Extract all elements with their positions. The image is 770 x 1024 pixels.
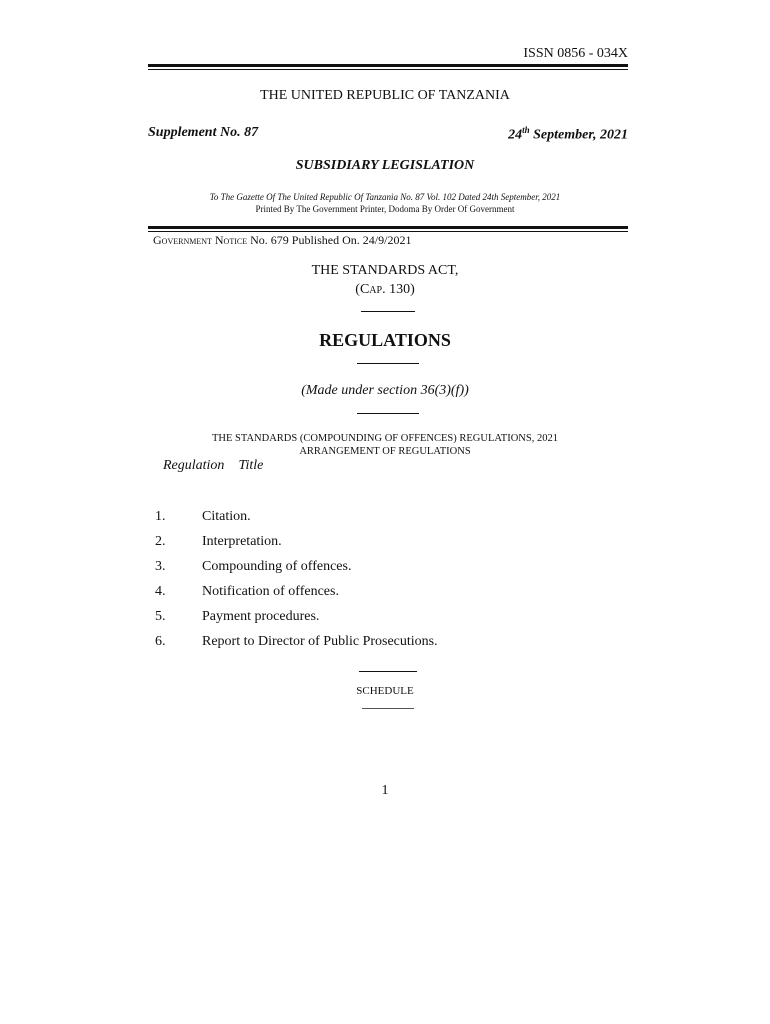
schedule-divider-top	[359, 671, 417, 672]
notice-label: Government Notice	[153, 233, 248, 247]
item-number: 1.	[155, 509, 166, 524]
regulations-full-title: THE STANDARDS (COMPOUNDING OF OFFENCES) REGULATIONS, 2021	[212, 433, 558, 444]
made-under-section: (Made under section 36(3)(f))	[301, 383, 469, 398]
column-regulation: Regulation	[163, 458, 225, 473]
notice-rule-thick	[148, 226, 628, 229]
list-item	[155, 559, 351, 575]
schedule-divider-bottom	[362, 708, 414, 709]
list-item	[155, 509, 251, 525]
arrangement-heading: ARRANGEMENT OF REGULATIONS	[299, 446, 471, 457]
republic-title: THE UNITED REPUBLIC OF TANZANIA	[260, 88, 510, 103]
list-item	[155, 609, 319, 625]
gazette-line: To The Gazette Of The United Republic Of Tanzania No. 87 Vol. 102 Dated 24th September, 2021	[209, 192, 561, 202]
cap-label: Cap	[359, 282, 383, 297]
item-number: 2.	[155, 534, 166, 549]
act-divider	[361, 311, 415, 312]
date-day: 24	[508, 127, 523, 143]
regulations-divider	[357, 363, 419, 364]
notice-rule-thin	[148, 231, 628, 232]
notice-details: No. 679 Published On. 24/9/2021	[247, 233, 412, 247]
header-rule-top	[148, 64, 628, 67]
supplement-number: Supplement No. 87	[148, 125, 259, 140]
made-under-divider	[357, 413, 419, 414]
item-title: Notification of offences.	[202, 584, 339, 599]
item-title: Interpretation.	[202, 534, 282, 549]
item-title: Compounding of offences.	[202, 559, 352, 574]
item-title: Report to Director of Public Prosecutions.	[202, 634, 438, 649]
act-title: THE STANDARDS ACT,	[311, 263, 459, 278]
list-item	[155, 584, 339, 600]
item-number: 6.	[155, 634, 166, 649]
date-rest: September, 2021	[529, 127, 628, 143]
list-item	[155, 534, 282, 550]
government-notice	[153, 233, 411, 248]
column-headings	[163, 458, 277, 474]
supplement-date	[508, 125, 628, 144]
cap-rest: . 130)	[382, 282, 415, 297]
schedule-heading: SCHEDULE	[356, 685, 414, 697]
date-suffix: th	[522, 125, 530, 135]
regulations-heading: REGULATIONS	[319, 330, 451, 350]
subsidiary-legislation-heading: SUBSIDIARY LEGISLATION	[295, 158, 475, 173]
item-number: 3.	[155, 559, 166, 574]
issn-number: ISSN 0856 - 034X	[523, 46, 628, 61]
page-number: 1	[381, 783, 389, 798]
item-title: Citation.	[202, 509, 251, 524]
item-number: 4.	[155, 584, 166, 599]
item-number: 5.	[155, 609, 166, 624]
cap-open: (	[355, 282, 360, 297]
header-rule-top-thin	[148, 69, 628, 70]
column-title: Title	[238, 458, 264, 473]
printed-line: Printed By The Government Printer, Dodoma By Order Of Government	[255, 204, 515, 214]
act-cap	[0, 282, 770, 298]
list-item	[155, 634, 438, 650]
item-title: Payment procedures.	[202, 609, 320, 624]
